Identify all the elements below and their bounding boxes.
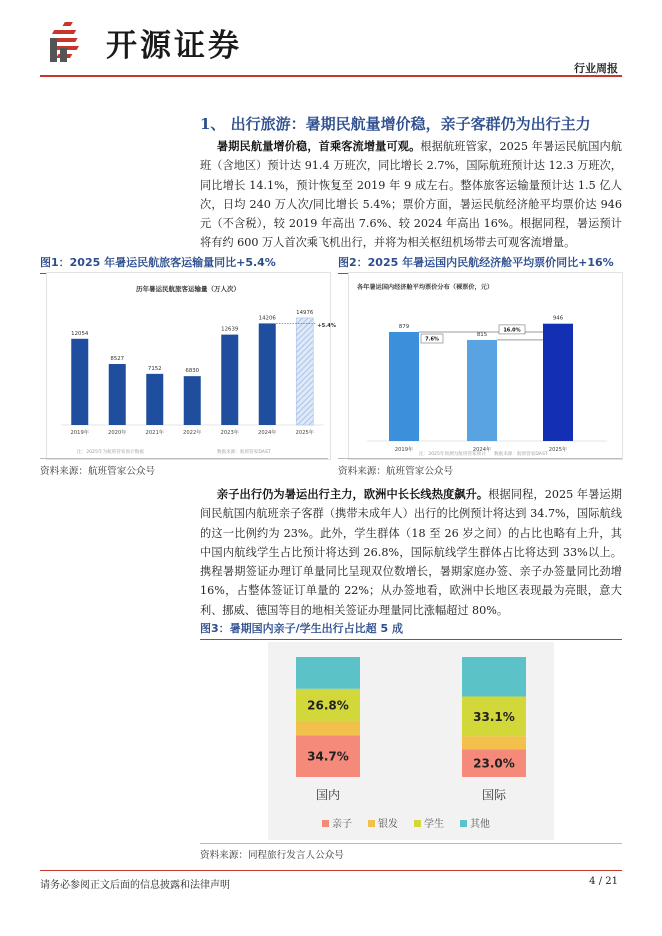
chart-1-value-label: 12054 bbox=[71, 330, 89, 337]
chart-2-source-note: 数据来源：航班管家DAST bbox=[494, 452, 548, 457]
chart-3-category-label: 国内 bbox=[315, 788, 341, 802]
figure-3-chart bbox=[268, 642, 554, 840]
chart-1-category-label: 2019年 bbox=[70, 430, 89, 436]
paragraph-1 bbox=[200, 137, 622, 253]
footer-divider bbox=[40, 870, 622, 871]
chart-3-legend-swatch bbox=[460, 820, 467, 827]
chart-3-segment-label: 33.1% bbox=[473, 709, 515, 724]
report-type-label: 行业周报 bbox=[574, 62, 618, 75]
figure-3-bottom-rule bbox=[200, 843, 622, 844]
chart-1-category-label: 2024年 bbox=[258, 430, 277, 436]
chart-2-title: 各年暑运国内经济舱平均票价分布（裸票价，元） bbox=[357, 284, 494, 291]
chart-2-note: 注：2025年预测为航班管家预计 bbox=[419, 452, 486, 457]
chart-3-legend-swatch bbox=[414, 820, 421, 827]
chart-1-category-label: 2020年 bbox=[108, 430, 127, 436]
passenger-volume-bar-chart bbox=[47, 273, 336, 459]
chart-2-annotation-label: 7.6% bbox=[425, 336, 439, 343]
chart-3-segment-label: 34.7% bbox=[307, 749, 349, 764]
chart-3-segment-其他 bbox=[296, 657, 360, 689]
chart-1-value-label: 8527 bbox=[110, 356, 125, 363]
chart-1-bar bbox=[221, 335, 238, 425]
figure-1-source: 资料来源：航班管家公众号 bbox=[40, 466, 156, 477]
paragraph-2-body: 根据同程，2025 年暑运期间民航国内航班亲子客群（携带未成年人）出行的比例预计将达到 34.7%，国际航线的这一比例约为 23%。此外，学生群体（18 至 26 岁之间）的占比也略有上升，其中国内航线学生占比预计将达到 26.8%，国际航线学生群体占比将达到 33%以上。携程暑期签证办理订单量同比呈现双位数增长，暑期家庭办签、亲子办签量同比劲增 16%，占整体签证订单量的 22%；从办签地看，欧洲中长地区表现最为亮眼，意大利、挪威、德国等目的地相关签证办理量同比涨幅超过 80%。 bbox=[200, 488, 622, 617]
chart-3-legend-swatch bbox=[368, 820, 375, 827]
chart-1-bar bbox=[296, 318, 313, 425]
chart-1-bar bbox=[109, 364, 126, 425]
chart-3-segment-银发 bbox=[296, 721, 360, 735]
chart-2-bar bbox=[389, 332, 419, 441]
figure-2-caption: 图2：2025 年暑运国内民航经济舱平均票价同比+16% bbox=[338, 254, 622, 274]
figure-1-caption: 图1：2025 年暑运民航旅客运输量同比+5.4% bbox=[40, 254, 328, 274]
chart-3-legend-label: 学生 bbox=[424, 819, 444, 830]
chart-1-category-label: 2022年 bbox=[183, 430, 202, 436]
figure-3-source: 资料来源：同程旅行发言人公众号 bbox=[200, 850, 344, 861]
chart-3-legend-label: 亲子 bbox=[332, 819, 352, 830]
chart-1-category-label: 2025年 bbox=[295, 430, 314, 436]
header-divider bbox=[40, 75, 622, 77]
chart-1-note: 注：2025年为航班管家预计数据 bbox=[77, 450, 144, 455]
chart-2-value-label: 946 bbox=[552, 315, 564, 322]
figure-3-caption: 图3：暑期国内亲子/学生出行占比超 5 成 bbox=[200, 620, 622, 640]
chart-1-value-label: 12639 bbox=[221, 326, 239, 333]
chart-2-category-label: 2025年 bbox=[548, 447, 568, 453]
figure-1-chart bbox=[46, 272, 336, 460]
chart-3-segment-银发 bbox=[462, 736, 526, 749]
footer-disclaimer: 请务必参阅正文后面的信息披露和法律声明 bbox=[40, 880, 230, 891]
figure-1-bottom-rule bbox=[40, 458, 328, 459]
chart-1-bar bbox=[184, 376, 201, 425]
paragraph-2-lead: 亲子出行仍为暑运出行主力，欧洲中长长线热度飙升。 bbox=[216, 487, 489, 501]
chart-3-legend-label: 其他 bbox=[470, 819, 490, 830]
chart-1-value-label: 14206 bbox=[258, 315, 276, 322]
chart-3-segment-其他 bbox=[462, 657, 526, 696]
traveler-mix-stacked-bar-chart bbox=[268, 642, 554, 840]
figure-2-bottom-rule bbox=[338, 458, 622, 459]
paragraph-2 bbox=[200, 485, 622, 620]
chart-2-category-label: 2024年 bbox=[472, 447, 492, 453]
chart-1-growth-annotation: +5.4% bbox=[317, 322, 336, 329]
paragraph-1-lead: 暑期民航量增价稳，首乘客流增量可观。 bbox=[216, 139, 421, 153]
chart-2-bar bbox=[467, 340, 497, 441]
chart-1-value-label: 6830 bbox=[185, 368, 200, 375]
chart-2-bar bbox=[543, 324, 573, 441]
ticket-price-bar-chart bbox=[349, 273, 622, 459]
figure-2-source: 资料来源：航班管家公众号 bbox=[338, 466, 454, 477]
chart-2-value-label: 815 bbox=[476, 331, 488, 338]
brand-logo-icon bbox=[48, 20, 96, 66]
chart-1-bar bbox=[146, 374, 163, 425]
chart-3-category-label: 国际 bbox=[481, 788, 507, 802]
chart-1-source-note: 数据来源：航班管家DAST bbox=[217, 450, 271, 455]
chart-2-category-label: 2019年 bbox=[394, 447, 414, 453]
figure-2-chart bbox=[348, 272, 623, 460]
chart-2-value-label: 879 bbox=[398, 324, 410, 331]
chart-3-segment-label: 26.8% bbox=[307, 698, 349, 713]
brand-name: 开源证券 bbox=[106, 28, 242, 64]
chart-3-legend-swatch bbox=[322, 820, 329, 827]
chart-1-value-label: 14976 bbox=[296, 309, 314, 316]
page-number: 4 / 21 bbox=[589, 876, 618, 887]
chart-1-category-label: 2023年 bbox=[220, 430, 239, 436]
chart-1-category-label: 2021年 bbox=[145, 430, 164, 436]
chart-1-title: 历年暑运民航旅客运输量（万人次） bbox=[136, 285, 240, 293]
chart-3-legend-label: 银发 bbox=[378, 819, 398, 830]
chart-1-bar bbox=[71, 339, 88, 425]
chart-1-bar bbox=[259, 323, 276, 425]
chart-3-segment-label: 23.0% bbox=[473, 756, 515, 771]
chart-1-value-label: 7152 bbox=[147, 365, 162, 372]
paragraph-1-body: 根据航班管家，2025 年暑运民航国内航班（含地区）预计达 91.4 万班次，同比增长 2.7%，国际航班预计达 12.3 万班次，同比增长 14.1%，预计恢复至 2019 年 9 成左右。整体旅客运输量预计达 1.5 亿人次，日均 240 万人次/同比增长 5.4%；票价方面，暑运民航经济舱平均票价达 946 元（不含税），较 2019 年高出 7.6%、较 2024 年高出 16%。根据同程，暑运预计将有约 600 万人首次乘飞机出行，并将为相关枢纽机场带去可观客流增量。 bbox=[200, 140, 622, 250]
chart-2-annotation-label: 16.0% bbox=[503, 327, 521, 334]
section-title: 1、 出行旅游：暑期民航量增价稳，亲子客群仍为出行主力 bbox=[200, 115, 591, 133]
